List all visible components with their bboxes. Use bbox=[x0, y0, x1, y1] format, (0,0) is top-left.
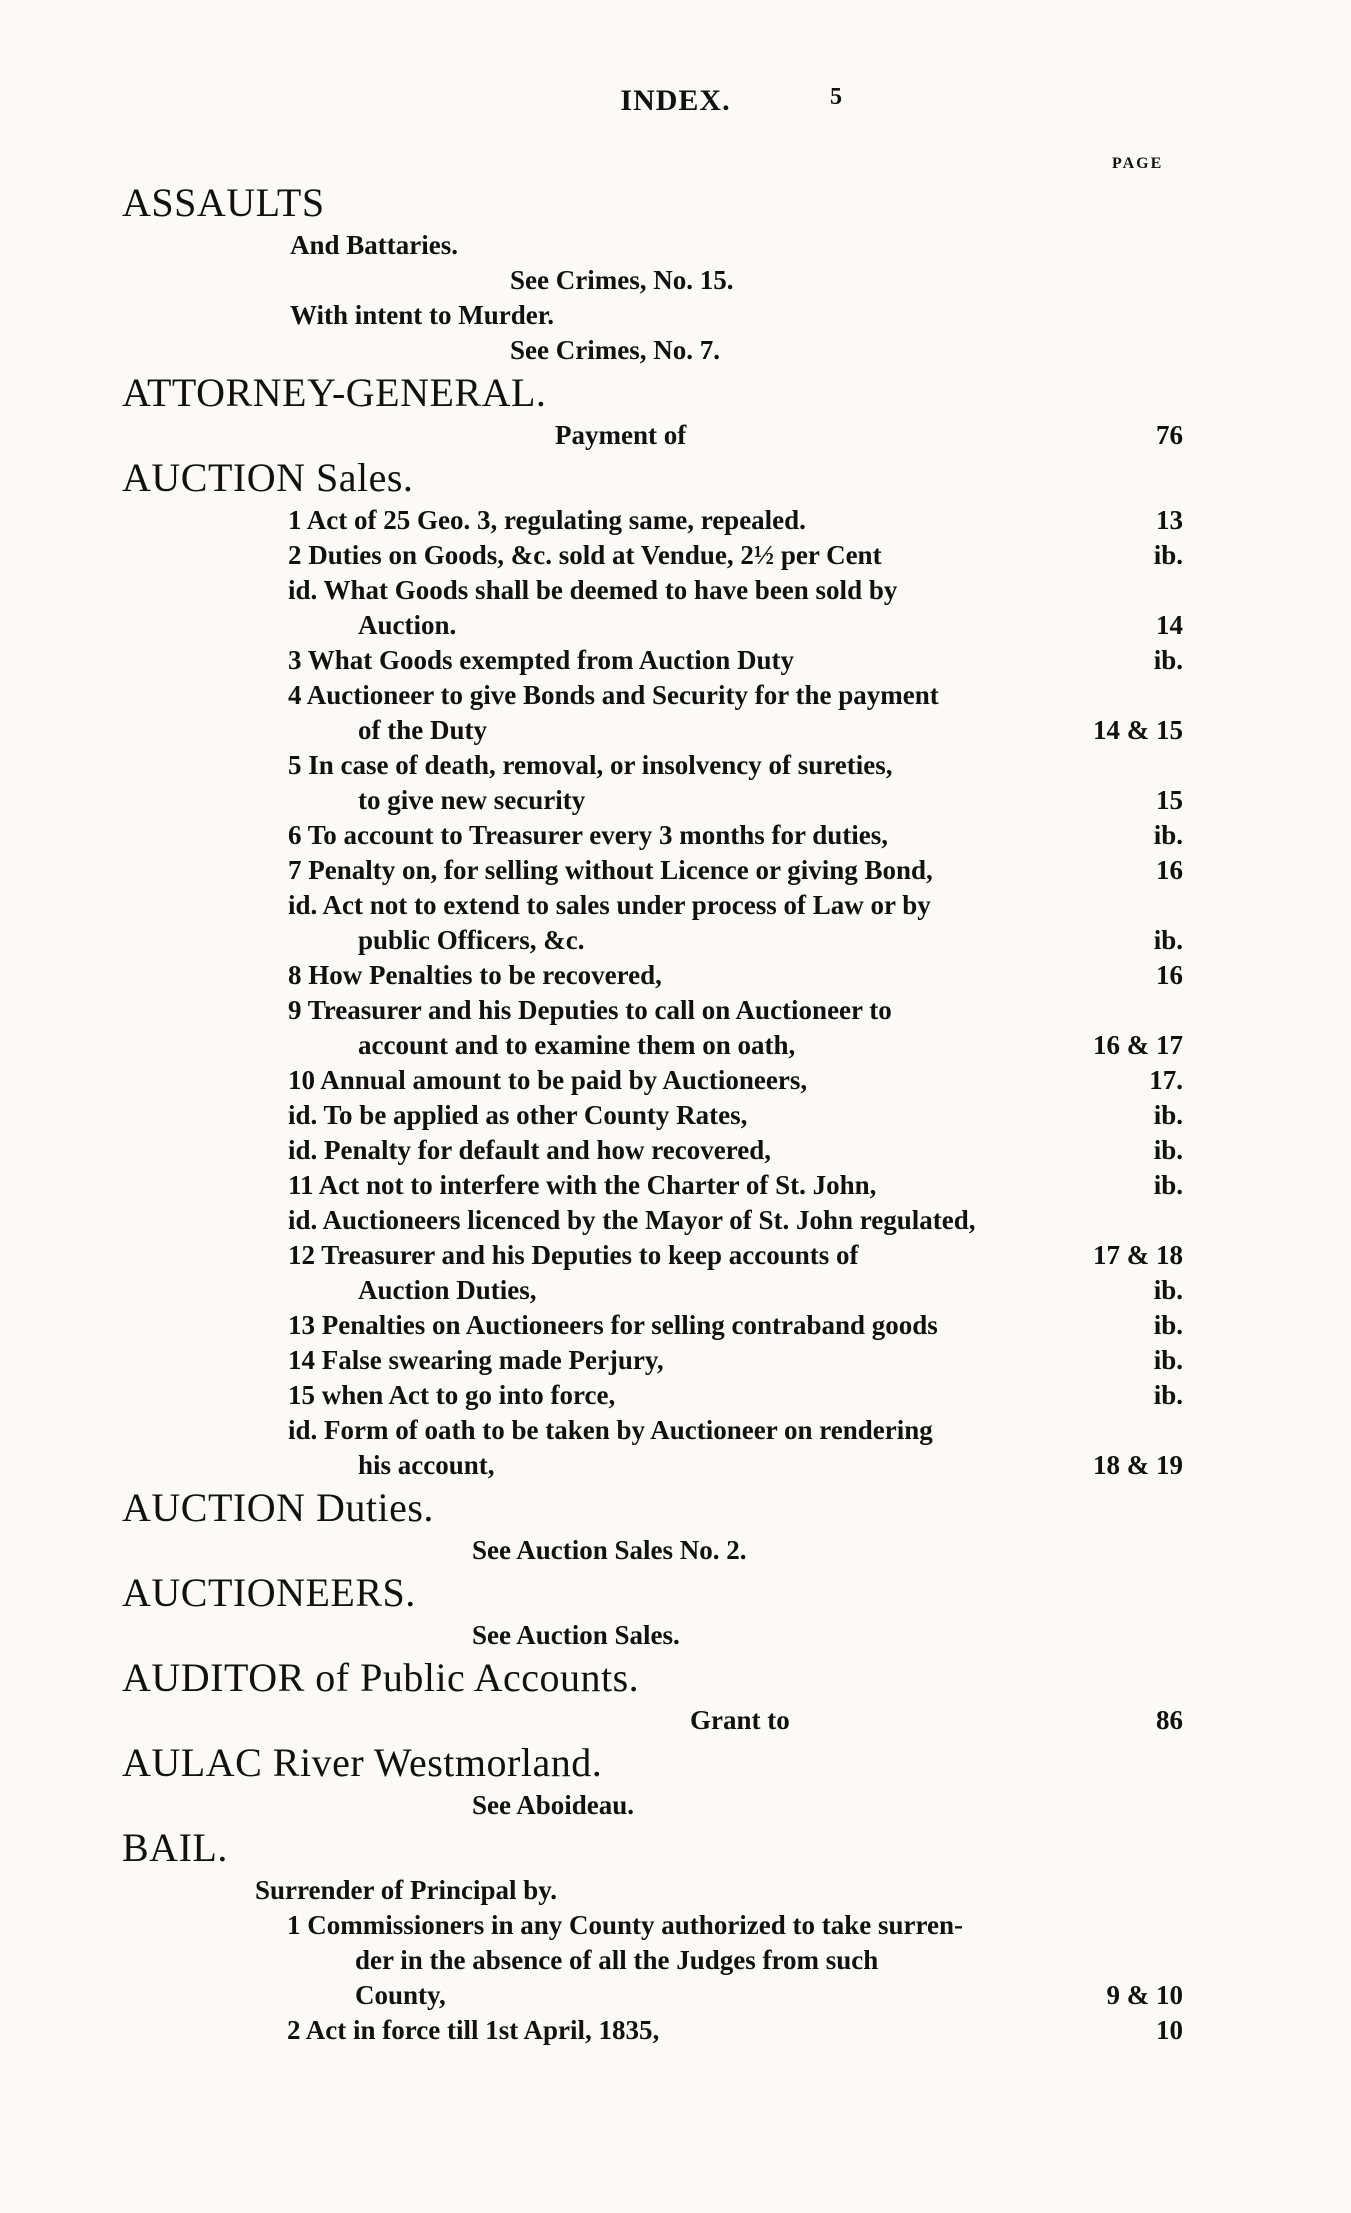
entry-line-text: 1 Commissioners in any County authorized to take surren- bbox=[287, 1910, 964, 1940]
entry-line-text: 7 Penalty on, for selling without Licence or giving Bond, bbox=[288, 855, 933, 885]
entry-line-text: id. Form of oath to be taken by Auctioneer on rendering bbox=[288, 1415, 933, 1445]
entry-line-text: 1 Act of 25 Geo. 3, regulating same, repealed. bbox=[288, 505, 806, 535]
page-title: INDEX. bbox=[620, 84, 731, 117]
entry-line-text: 13 Penalties on Auctioneers for selling contraband goods bbox=[288, 1310, 938, 1340]
entry-line-text: Auction Duties, bbox=[358, 1275, 537, 1305]
page-header bbox=[0, 84, 1351, 118]
entry-line-text: With intent to Murder. bbox=[290, 300, 555, 330]
index-entry bbox=[0, 368, 1351, 453]
entry-line bbox=[0, 853, 1351, 888]
entry-line-text: Surrender of Principal by. bbox=[255, 1875, 558, 1905]
entry-line bbox=[0, 818, 1351, 853]
entry-heading: AUCTION Sales. bbox=[122, 455, 414, 500]
entry-line-text: to give new security bbox=[358, 785, 586, 815]
entry-line-text: 11 Act not to interfere with the Charter of St. John, bbox=[288, 1170, 877, 1200]
entry-page-ref: ib. bbox=[1153, 645, 1183, 675]
entry-heading: ATTORNEY-GENERAL. bbox=[122, 370, 547, 415]
entry-line bbox=[0, 783, 1351, 818]
entry-line-text: See Crimes, No. 7. bbox=[510, 335, 720, 365]
entry-line bbox=[0, 748, 1351, 783]
entry-line bbox=[0, 1413, 1351, 1448]
entry-line-text: 15 when Act to go into force, bbox=[288, 1380, 616, 1410]
entry-line bbox=[510, 263, 1351, 298]
entry-line bbox=[472, 1533, 1351, 1568]
entry-line bbox=[0, 1448, 1351, 1483]
entry-line bbox=[510, 333, 1351, 368]
entry-line-text: Payment of bbox=[555, 420, 687, 450]
entry-line-text: public Officers, &c. bbox=[358, 925, 585, 955]
entry-line bbox=[472, 1788, 1351, 1823]
entry-line bbox=[555, 418, 1351, 453]
entry-line-text: Auction. bbox=[358, 610, 457, 640]
entry-line-text: id. Auctioneers licenced by the Mayor of St. John regulated, bbox=[288, 1205, 976, 1235]
entry-page-ref: 13 bbox=[1156, 505, 1183, 535]
entry-page-ref: ib. bbox=[1153, 1275, 1183, 1305]
entry-page-ref: 17. bbox=[1149, 1065, 1183, 1095]
entry-line bbox=[0, 888, 1351, 923]
entry-line-text: See Crimes, No. 15. bbox=[510, 265, 734, 295]
entry-line bbox=[0, 1238, 1351, 1273]
entry-heading: AULAC River Westmorland. bbox=[122, 1740, 603, 1785]
entry-line bbox=[0, 1028, 1351, 1063]
entry-line-text: 3 What Goods exempted from Auction Duty bbox=[288, 645, 795, 675]
entry-page-ref: ib. bbox=[1153, 820, 1183, 850]
entry-line bbox=[0, 503, 1351, 538]
index-entry bbox=[0, 453, 1351, 1483]
entry-heading: AUCTIONEERS. bbox=[122, 1570, 416, 1615]
page-number: 5 bbox=[830, 84, 843, 110]
entry-line-text: 8 How Penalties to be recovered, bbox=[288, 960, 662, 990]
entry-line-text: id. To be applied as other County Rates, bbox=[288, 1100, 748, 1130]
entry-line bbox=[0, 678, 1351, 713]
entry-line bbox=[472, 1618, 1351, 1653]
entry-line bbox=[0, 1978, 1351, 2013]
entry-page-ref: 18 & 19 bbox=[1093, 1450, 1183, 1480]
entry-page-ref: ib. bbox=[1153, 1380, 1183, 1410]
entry-line-text: 10 Annual amount to be paid by Auctioneers, bbox=[288, 1065, 808, 1095]
entry-line-text: 9 Treasurer and his Deputies to call on Auctioneer to bbox=[288, 995, 892, 1025]
entry-heading: ASSAULTS bbox=[122, 180, 325, 225]
entry-line bbox=[0, 1908, 1351, 1943]
entry-line bbox=[290, 228, 1351, 263]
entry-line-text: der in the absence of all the Judges from such bbox=[355, 1945, 879, 1975]
entry-page-ref: ib. bbox=[1153, 1310, 1183, 1340]
entry-line-text: 4 Auctioneer to give Bonds and Security for the payment bbox=[288, 680, 939, 710]
entry-line bbox=[0, 608, 1351, 643]
entry-line bbox=[0, 1063, 1351, 1098]
entry-line bbox=[0, 1943, 1351, 1978]
index-entry bbox=[0, 1568, 1351, 1653]
entry-line bbox=[690, 1703, 1351, 1738]
entry-page-ref: ib. bbox=[1153, 925, 1183, 955]
entry-line bbox=[0, 993, 1351, 1028]
entry-line bbox=[0, 1203, 1351, 1238]
entry-line bbox=[0, 1168, 1351, 1203]
entry-line bbox=[0, 2013, 1351, 2048]
entry-heading: AUCTION Duties. bbox=[122, 1485, 434, 1530]
entry-page-ref: 10 bbox=[1156, 2015, 1183, 2045]
entry-line-text: See Aboideau. bbox=[472, 1790, 635, 1820]
entry-page-ref: 14 & 15 bbox=[1093, 715, 1183, 745]
entry-line-text: 14 False swearing made Perjury, bbox=[288, 1345, 664, 1375]
entry-line-text: Grant to bbox=[690, 1705, 790, 1735]
entry-page-ref: 86 bbox=[1156, 1705, 1183, 1735]
entry-page-ref: 16 & 17 bbox=[1093, 1030, 1183, 1060]
entry-page-ref: ib. bbox=[1153, 1135, 1183, 1165]
entry-line-text: County, bbox=[355, 1980, 446, 2010]
entry-page-ref: 14 bbox=[1156, 610, 1183, 640]
entry-line bbox=[0, 1273, 1351, 1308]
entry-line bbox=[0, 1873, 1351, 1908]
entry-line bbox=[290, 298, 1351, 333]
entry-page-ref: ib. bbox=[1153, 1345, 1183, 1375]
entry-line-text: See Auction Sales No. 2. bbox=[472, 1535, 747, 1565]
entry-line-text: 12 Treasurer and his Deputies to keep accounts of bbox=[288, 1240, 859, 1270]
entry-line-text: his account, bbox=[358, 1450, 495, 1480]
entry-line bbox=[0, 713, 1351, 748]
entry-heading: AUDITOR of Public Accounts. bbox=[122, 1655, 640, 1700]
entry-line-text: id. Act not to extend to sales under process of Law or by bbox=[288, 890, 931, 920]
entry-line-text: account and to examine them on oath, bbox=[358, 1030, 796, 1060]
entry-line bbox=[0, 573, 1351, 608]
entry-page-ref: 76 bbox=[1156, 420, 1183, 450]
entry-line-text: See Auction Sales. bbox=[472, 1620, 680, 1650]
entry-line-text: 2 Duties on Goods, &c. sold at Vendue, 2½ per Cent bbox=[288, 540, 882, 570]
entry-line bbox=[0, 1343, 1351, 1378]
entry-page-ref: 16 bbox=[1156, 855, 1183, 885]
index-entry bbox=[0, 1653, 1351, 1738]
entry-line bbox=[0, 1378, 1351, 1413]
entry-line bbox=[0, 1308, 1351, 1343]
entry-line bbox=[0, 958, 1351, 993]
entry-line bbox=[0, 538, 1351, 573]
entry-page-ref: 15 bbox=[1156, 785, 1183, 815]
index-entry bbox=[0, 178, 1351, 368]
entry-page-ref: ib. bbox=[1153, 1170, 1183, 1200]
entry-line-text: 5 In case of death, removal, or insolvency of sureties, bbox=[288, 750, 893, 780]
entry-line-text: And Battaries. bbox=[290, 230, 458, 260]
entry-line-text: 2 Act in force till 1st April, 1835, bbox=[287, 2015, 660, 2045]
entry-page-ref: 17 & 18 bbox=[1093, 1240, 1183, 1270]
entry-line bbox=[0, 923, 1351, 958]
index-entry bbox=[0, 1483, 1351, 1568]
entry-page-ref: ib. bbox=[1153, 540, 1183, 570]
entry-page-ref: 16 bbox=[1156, 960, 1183, 990]
entry-line bbox=[0, 643, 1351, 678]
entry-page-ref: 9 & 10 bbox=[1106, 1980, 1183, 2010]
entry-line-text: id. Penalty for default and how recovered, bbox=[288, 1135, 771, 1165]
index-entry bbox=[0, 1823, 1351, 2048]
entry-page-ref: ib. bbox=[1153, 1100, 1183, 1130]
index-entries bbox=[0, 178, 1351, 2048]
entry-line-text: id. What Goods shall be deemed to have been sold by bbox=[288, 575, 898, 605]
page-column-label: PAGE bbox=[1112, 155, 1164, 172]
entry-line bbox=[0, 1133, 1351, 1168]
index-entry bbox=[0, 1738, 1351, 1823]
entry-line bbox=[0, 1098, 1351, 1133]
entry-line-text: of the Duty bbox=[358, 715, 487, 745]
entry-line-text: 6 To account to Treasurer every 3 months for duties, bbox=[288, 820, 888, 850]
entry-heading: BAIL. bbox=[122, 1825, 228, 1870]
